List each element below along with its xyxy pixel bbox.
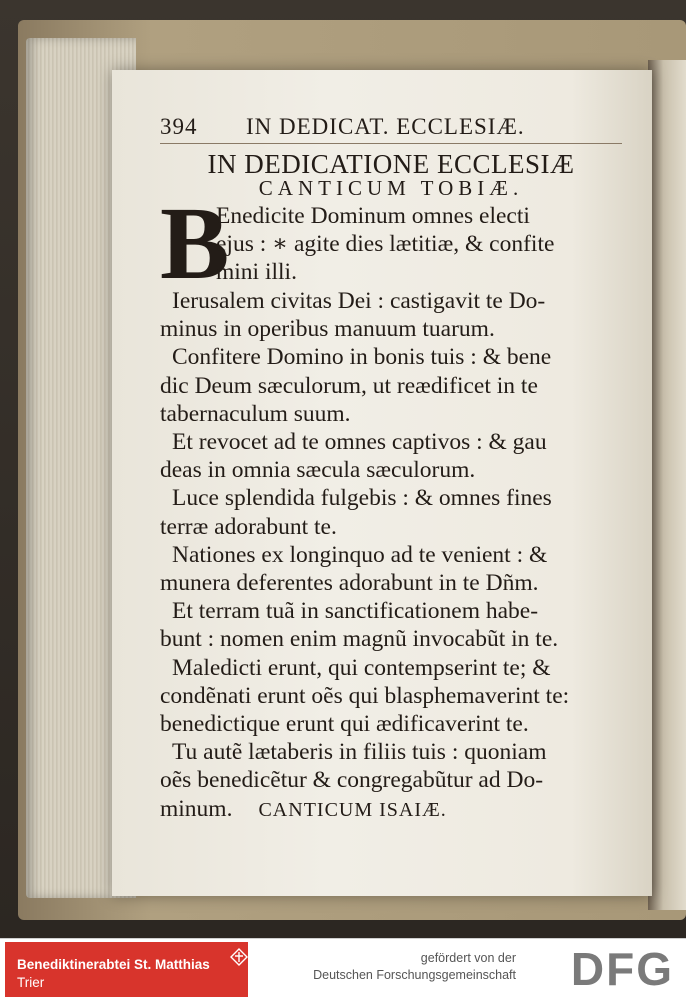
verse bbox=[160, 597, 622, 653]
funding-credit bbox=[313, 950, 516, 984]
page-subtitle: CANTICUM TOBIÆ. bbox=[258, 176, 524, 200]
funding-line-1: gefördert von der bbox=[420, 951, 516, 965]
verse bbox=[160, 738, 622, 824]
verse-line: deas in omnia sæcula sæculorum. bbox=[160, 457, 476, 484]
facing-page-gutter bbox=[648, 60, 686, 910]
funding-line-2: Deutschen Forschungsgemeinschaft bbox=[313, 968, 516, 982]
verse-line: condẽnati erunt oẽs qui blasphemaverint te: bbox=[160, 682, 570, 709]
verse-line: Nationes ex longinquo ad te venient : & bbox=[172, 541, 548, 568]
page-text bbox=[160, 112, 622, 832]
cross-emblem-icon bbox=[230, 948, 248, 971]
verse-line: minus in operibus manuum tuarum. bbox=[160, 316, 495, 343]
verse bbox=[160, 484, 622, 540]
institution-city: Trier bbox=[17, 975, 45, 990]
verse-line: bunt : nomen enim magnũ invocabũt in te. bbox=[160, 626, 559, 653]
verse-line: Ierusalem civitas Dei : castigavit te Do- bbox=[172, 288, 546, 314]
verse-line: munera deferentes adorabunt in te Dñm. bbox=[160, 570, 539, 597]
verse-line: Et terram tuã in sanctificationem habe- bbox=[172, 598, 539, 625]
verse-line: oẽs benedicẽtur & congregabũtur ad Do- bbox=[160, 767, 544, 794]
verse-line: dic Deum sæculorum, ut reædificet in te bbox=[160, 372, 538, 399]
verse-line: Luce splendida fulgebis : & omnes fines bbox=[172, 485, 552, 512]
running-title: IN DEDICAT. ECCLESIÆ. bbox=[246, 114, 525, 139]
verse-line-end: minum. bbox=[160, 795, 233, 822]
verse bbox=[160, 654, 622, 739]
verse-line: mini illi. bbox=[216, 259, 297, 285]
verse-line: benedictique erunt qui ædificaverint te. bbox=[160, 711, 529, 738]
verse-line: Enedicite Dominum omnes electi bbox=[216, 203, 530, 229]
running-head bbox=[160, 112, 622, 144]
institution-name: Benediktinerabtei St. Matthias bbox=[17, 957, 210, 972]
verse-line: Tu autẽ lætaberis in filiis tuis : quoniam bbox=[172, 739, 547, 766]
footer-bar bbox=[0, 938, 686, 1000]
verse-line: terræ adorabunt te. bbox=[160, 513, 337, 540]
institution-link[interactable] bbox=[5, 942, 248, 997]
verse-last-line bbox=[160, 795, 622, 824]
verse bbox=[160, 343, 622, 428]
verse-line: Maledicti erunt, qui contempserint te; & bbox=[172, 654, 551, 681]
verse bbox=[160, 287, 622, 343]
verse-line: tabernaculum suum. bbox=[160, 400, 351, 427]
dfg-logo[interactable]: DFG bbox=[570, 943, 674, 995]
verse bbox=[160, 428, 622, 484]
verse-line: Et revocet ad te omnes captivos : & gau bbox=[172, 429, 547, 456]
drop-cap: B bbox=[160, 186, 230, 301]
next-canticle-heading: CANTICUM ISAIÆ. bbox=[258, 798, 447, 821]
page-number: 394 bbox=[160, 114, 198, 139]
page-title: IN DEDICATIONE ECCLESIÆ bbox=[207, 149, 575, 179]
verse-line: Confitere Domino in bonis tuis : & bene bbox=[172, 344, 552, 371]
verse-line: ejus : ∗ agite dies lætitiæ, & confite bbox=[216, 231, 555, 257]
verse bbox=[160, 541, 622, 597]
